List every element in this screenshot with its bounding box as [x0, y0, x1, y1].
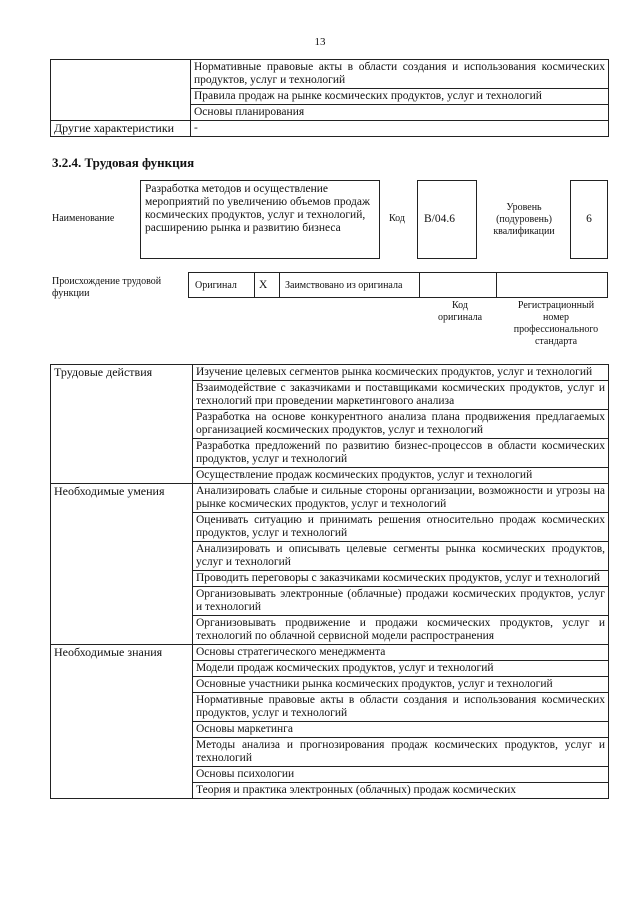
table-row [51, 484, 609, 513]
borrowed-label: Заимствовано из оригинала [285, 280, 403, 291]
code-value: B/04.6 [424, 213, 455, 225]
code-value-box [417, 180, 477, 259]
code-label: Код [389, 213, 405, 224]
table-cell: Нормативные правовые акты в области создания и использования космических продуктов, услуг и технологий [193, 693, 609, 722]
table-row [51, 60, 609, 89]
main-table [50, 364, 609, 799]
name-label: Наименование [52, 213, 115, 224]
original-mark: X [259, 279, 268, 291]
origin-divider [279, 272, 280, 298]
table-row [51, 365, 609, 381]
level-label: Уровень (подуровень) квалификации [493, 202, 555, 237]
origin-divider [496, 272, 497, 298]
row-label [51, 60, 191, 121]
table-cell: Методы анализа и прогнозирования продаж космических продуктов, услуг и технологий [193, 738, 609, 767]
group-label: Необходимые знания [51, 645, 193, 799]
table-cell: Основы стратегического менеджмента [193, 645, 609, 661]
table-cell: Проводить переговоры с заказчиками космических продуктов, услуг и технологий [193, 571, 609, 587]
top-table [50, 59, 609, 137]
table-cell: Теория и практика электронных (облачных) продаж космических [193, 783, 609, 799]
table-cell: Организовывать продвижение и продажи космических продуктов, услуг и технологий по облачной сервисной модели распространения [193, 616, 609, 645]
section-title: 3.2.4. Трудовая функция [52, 155, 195, 170]
table-cell: Основы психологии [193, 767, 609, 783]
original-label: Оригинал [195, 280, 237, 291]
group-label: Необходимые умения [51, 484, 193, 645]
name-value-box [140, 180, 380, 259]
code-caption: Код оригинала [437, 300, 483, 323]
table-cell: Основы маркетинга [193, 722, 609, 738]
table-cell: Оценивать ситуацию и принимать решения относительно продаж космических продуктов, услуг и технологий [193, 513, 609, 542]
row-text: - [191, 121, 609, 137]
level-value: 6 [586, 213, 592, 225]
name-value: Разработка методов и осуществление мероприятий по увеличению объемов продаж космических продуктов, услуг и технологий, расширению рынка и развитию бизнеса [145, 183, 370, 234]
origin-divider [254, 272, 255, 298]
table-cell: Осуществление продаж космических продуктов, услуг и технологий [193, 468, 609, 484]
reg-caption: Регистрационный номер профессионального стандарта [513, 300, 599, 347]
table-cell: Основные участники рынка космических продуктов, услуг и технологий [193, 677, 609, 693]
row-text: Основы планирования [191, 105, 609, 121]
row-text: Нормативные правовые акты в области создания и использования космических продуктов, услуг и технологий [191, 60, 609, 89]
level-value-box [570, 180, 608, 259]
table-cell: Модели продаж космических продуктов, услуг и технологий [193, 661, 609, 677]
group-label: Трудовые действия [51, 365, 193, 484]
origin-label: Происхождение трудовой функции [52, 276, 162, 299]
table-row [51, 645, 609, 661]
page-number: 13 [314, 36, 326, 48]
table-cell: Организовывать электронные (облачные) продажи космических продуктов, услуг и технологий [193, 587, 609, 616]
origin-divider [419, 272, 420, 298]
row-label: Другие характеристики [51, 121, 191, 137]
table-row [51, 121, 609, 137]
row-text: Правила продаж на рынке космических продуктов, услуг и технологий [191, 89, 609, 105]
table-cell: Анализировать и описывать целевые сегменты рынка космических продуктов, услуг и технологий [193, 542, 609, 571]
table-cell: Анализировать слабые и сильные стороны организации, возможности и угрозы на рынке космических продуктов, услуг и технологий [193, 484, 609, 513]
table-cell: Изучение целевых сегментов рынка космических продуктов, услуг и технологий [193, 365, 609, 381]
table-cell: Разработка предложений по развитию бизнес-процессов в области космических продуктов, услуг и технологий [193, 439, 609, 468]
table-cell: Взаимодействие с заказчиками и поставщиками космических продуктов, услуг и технологий при проведении маркетингового анализа [193, 381, 609, 410]
table-cell: Разработка на основе конкурентного анализа плана продвижения предлагаемых организацией космических продуктов, услуг и технологий [193, 410, 609, 439]
